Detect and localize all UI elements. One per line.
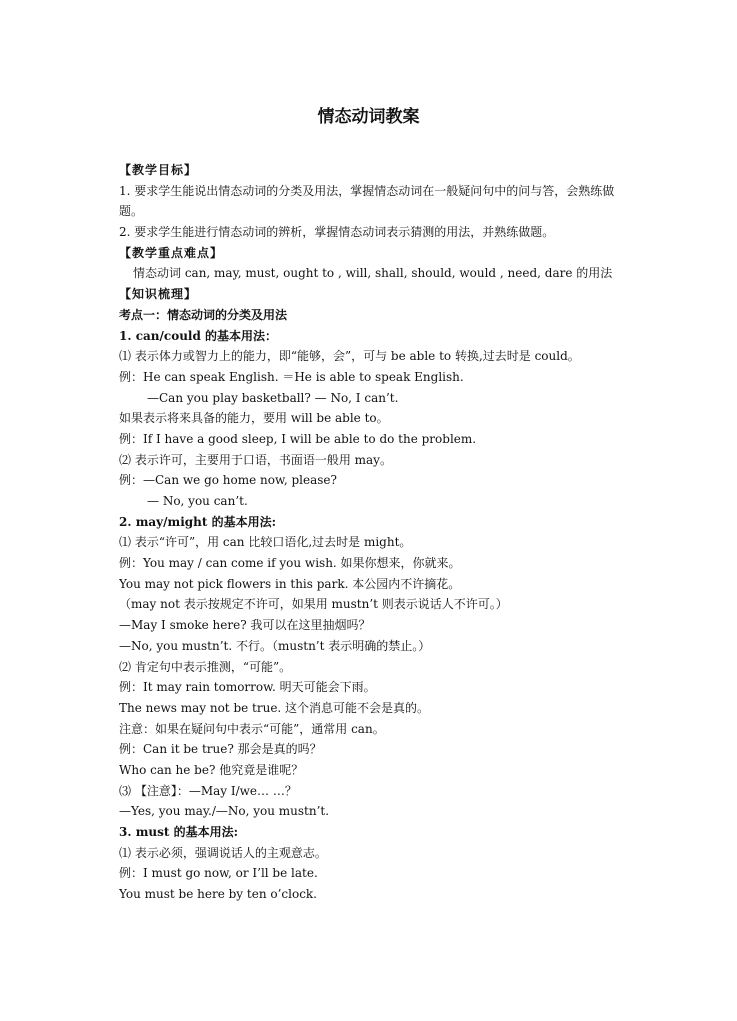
text-line: 例：It may rain tomorrow. 明天可能会下雨。: [119, 680, 376, 695]
text-line: ⑴ 表示体力或智力上的能力，即“能够，会”，可与 be able to 转换,过去时是 could。: [119, 349, 580, 364]
section-heading: 【教学目标】: [119, 163, 198, 177]
text-line: You may not pick flowers in this park. 本公园内不许摘花。: [119, 576, 461, 591]
text-line: The news may not be true. 这个消息可能不会是真的。: [119, 700, 430, 715]
text-line: —No, you mustn’t. 不行。（mustn’t 表示明确的禁止。）: [119, 638, 431, 653]
subsection-heading: 考点一：情态动词的分类及用法: [119, 307, 288, 322]
text-line: 如果表示将来具备的能力，要用 will be able to。: [119, 411, 389, 426]
text-line: —May I smoke here? 我可以在这里抽烟吗？: [119, 618, 371, 633]
text-line: — No, you can’t.: [147, 494, 248, 509]
text-line: 注意：如果在疑问句中表示“可能”，通常用 can。: [119, 721, 385, 736]
text-line: ⑵ 肯定句中表示推测，“可能”。: [119, 659, 292, 674]
text-line: ⑵ 表示许可，主要用于口语，书面语一般用 may。: [119, 452, 392, 467]
section-heading: 【教学重点难点】: [119, 245, 224, 260]
text-line: 例：He can speak English. ＝He is able to speak English.: [119, 369, 464, 384]
text-line: 例：Can it be true? 那会是真的吗？: [119, 742, 322, 757]
subsection-heading: 1. can/could 的基本用法：: [119, 328, 278, 343]
text-line: 例：—Can we go home now, please?: [119, 473, 337, 488]
text-line: ⑴ 表示必须，强调说话人的主观意志。: [119, 845, 327, 860]
text-line: ⑶ 【注意】：—May I/we… …？: [119, 783, 297, 798]
text-line: （may not 表示按规定不许可，如果用 mustn’t 则表示说话人不许可。）: [119, 597, 508, 612]
page-title: 情态动词教案: [317, 107, 420, 127]
text-line: You must be here by ten o’clock.: [119, 887, 317, 902]
text-line: 情态动词 can, may, must, ought to , will, shall, should, would , need, dare 的用法: [133, 266, 613, 281]
text-line: ⑴ 表示“许可”，用 can 比较口语化,过去时是 might。: [119, 535, 412, 550]
text-line: 1. 要求学生能说出情态动词的分类及用法，掌握情态动词在一般疑问句中的问与答，会熟练做题。: [119, 183, 615, 219]
text-line: 例：I must go now, or I’ll be late.: [119, 866, 318, 881]
subsection-heading: 3. must 的基本用法:: [119, 825, 239, 840]
text-line: —Yes, you may./—No, you mustn’t.: [119, 804, 330, 819]
text-line: —Can you play basketball? — No, I can’t.: [147, 390, 399, 405]
text-line: Who can he be? 他究竟是谁呢？: [119, 762, 304, 777]
text-line: 2. 要求学生能进行情态动词的辨析，掌握情态动词表示猜测的用法，并熟练做题。: [119, 225, 555, 240]
text-line: 例：If I have a good sleep, I will be able to do the problem.: [119, 431, 477, 446]
text-line: 例：You may / can come if you wish. 如果你想来，你就来。: [119, 556, 461, 571]
subsection-heading: 2. may/might 的基本用法:: [119, 514, 277, 529]
document-body: [119, 160, 624, 905]
section-heading: 【知识梳理】: [119, 287, 198, 302]
